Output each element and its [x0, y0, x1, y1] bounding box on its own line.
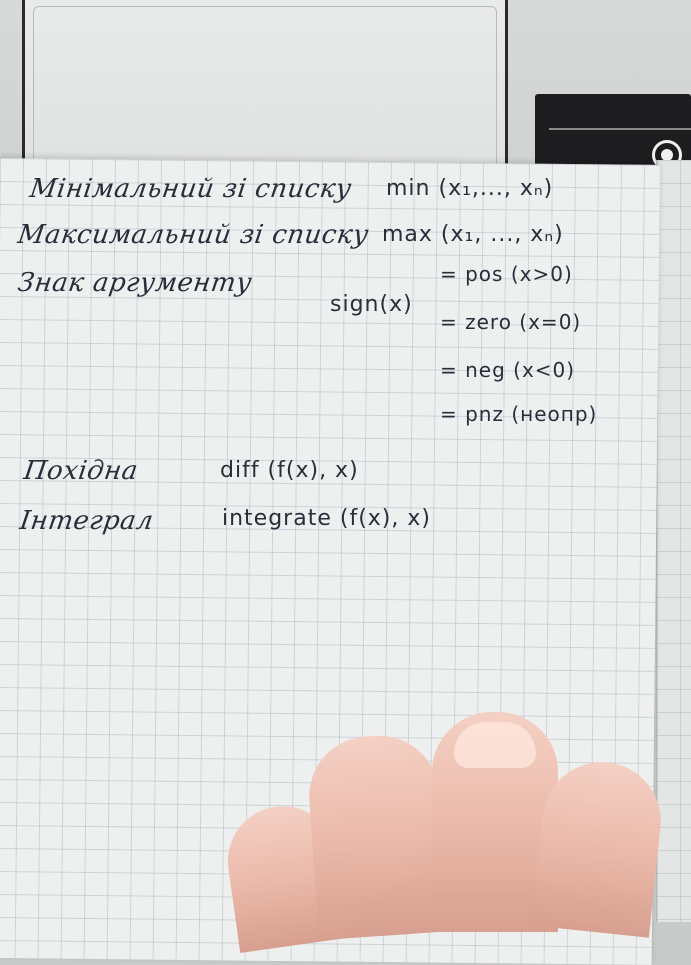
note-formula-diff: diff (f(x), x) — [220, 458, 359, 483]
note-term-integral: Інтеграл — [17, 506, 156, 536]
sign-result-pnz: = pnz (неопр) — [440, 402, 598, 426]
fingernail — [454, 722, 536, 768]
note-formula-sign: sign(x) — [330, 292, 413, 317]
note-term-sign: Знак аргументу — [15, 268, 254, 298]
sign-result-neg: = neg (x<0) — [440, 358, 576, 382]
sign-result-pos: = pos (x>0) — [440, 262, 573, 286]
note-term-max: Максимальний зі списку — [15, 220, 371, 250]
note-formula-integral: integrate (f(x), x) — [222, 506, 431, 531]
sign-result-zero: = zero (x=0) — [440, 310, 582, 334]
finger-ring — [305, 732, 449, 941]
note-term-min: Мінімальний зі списку — [27, 174, 354, 204]
note-term-diff: Похідна — [21, 456, 141, 486]
note-formula-max: max (x₁, ..., xₙ) — [382, 222, 564, 247]
notebook-page-edge — [656, 160, 691, 922]
note-formula-min: min (x₁,..., xₙ) — [386, 176, 554, 201]
tablet-screen — [33, 6, 497, 182]
box-stripe — [549, 128, 691, 130]
